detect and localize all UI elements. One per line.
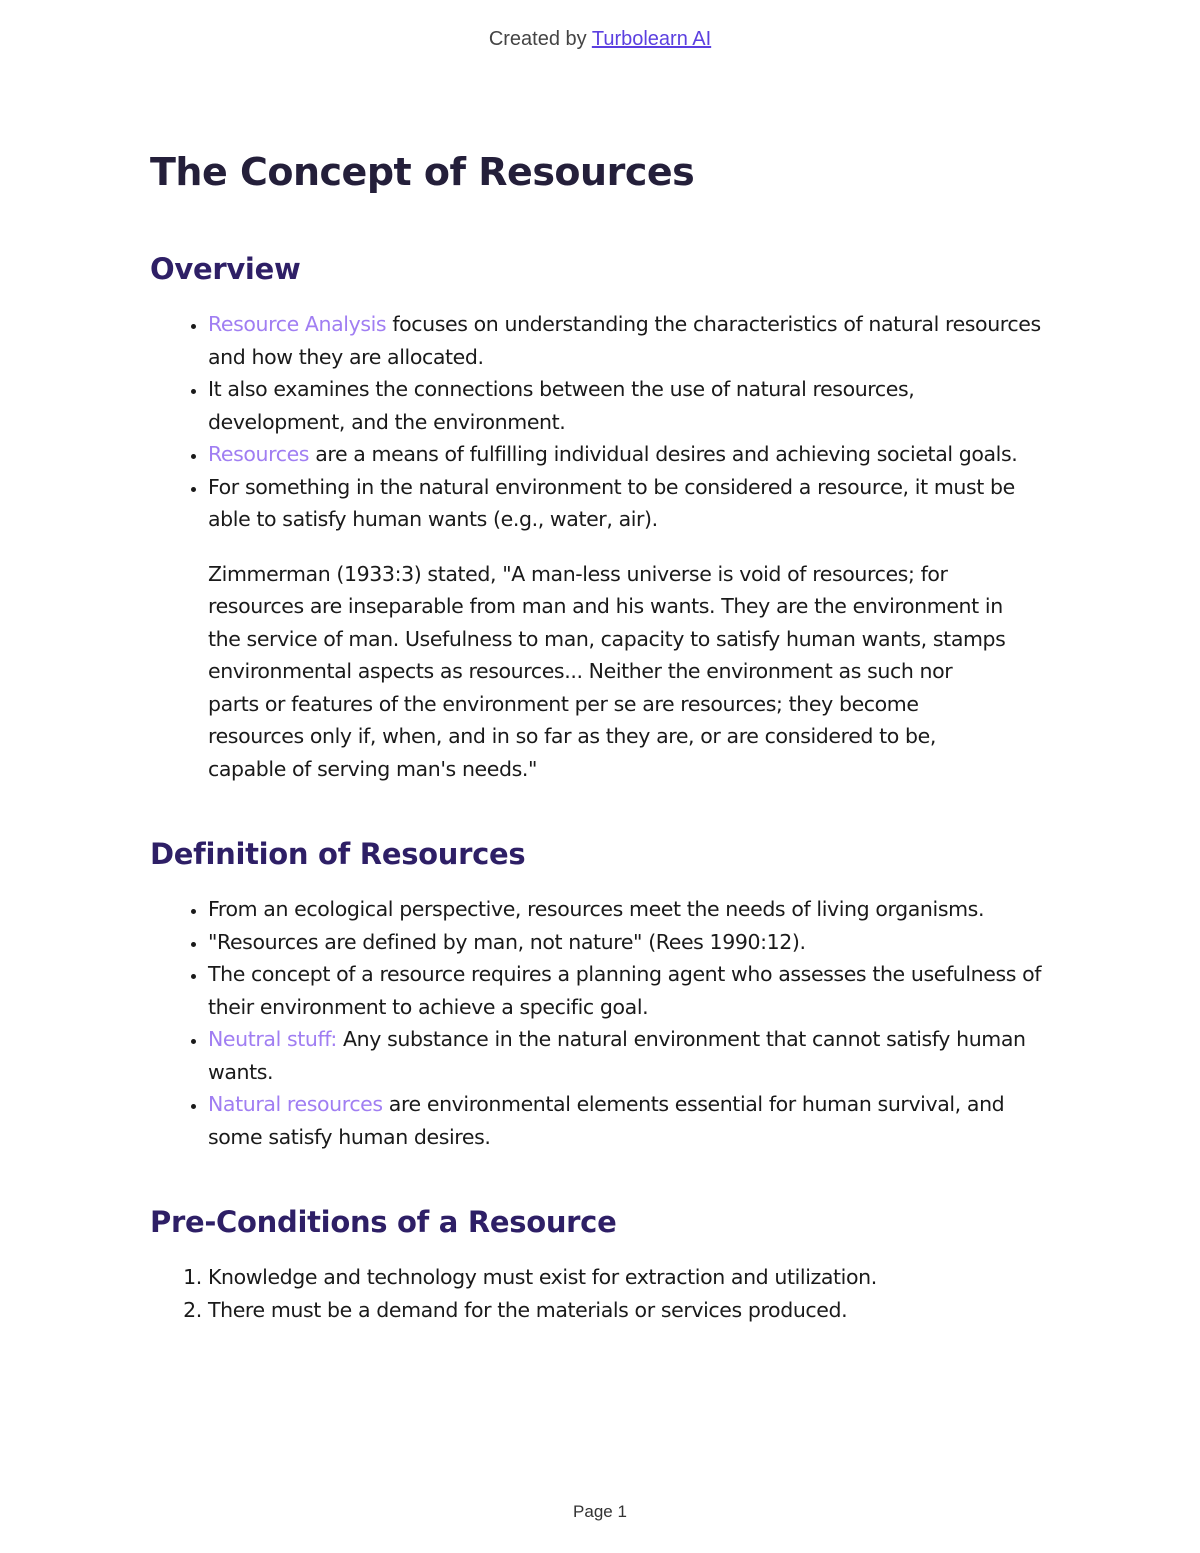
- list-item: 1. Knowledge and technology must exist for extraction and utilization.: [208, 1261, 1050, 1294]
- list-item: [208, 308, 1050, 373]
- zimmerman-quote: Zimmerman (1933:3) stated, "A man-less universe is void of resources; for resources are inseparable from man and his wants. They are the environment in the service of man. Usefulness to man, capacity to satisfy human wants, stamps environmental aspects as resources... Neither the environment as such nor parts or features of the environment per se are resources; they become resources only if, when, and in so far as they are, or are considered to be, capable of serving man's needs.": [208, 561, 1006, 781]
- list-item-text: are a means of fulfilling individual desires and achieving societal goals.: [309, 442, 1018, 466]
- list-item: [208, 926, 1050, 959]
- list-item: [208, 373, 1050, 438]
- list-item-text: From an ecological perspective, resources meet the needs of living organisms.: [208, 897, 985, 921]
- term-resource-analysis: Resource Analysis: [208, 312, 387, 336]
- overview-list: [150, 308, 1050, 536]
- preconditions-heading: Pre-Conditions of a Resource: [150, 1205, 617, 1239]
- page-title: The Concept of Resources: [150, 150, 695, 194]
- page-number: Page 1: [573, 1502, 627, 1521]
- page-header: [0, 28, 1200, 51]
- list-item: [208, 893, 1050, 926]
- definition-heading: Definition of Resources: [150, 837, 526, 871]
- term-neutral-stuff: Neutral stuff:: [208, 1027, 337, 1051]
- list-item-text: Any substance in the natural environment that cannot satisfy human wants.: [208, 1027, 1026, 1084]
- list-item: [208, 438, 1050, 471]
- overview-heading: Overview: [150, 252, 301, 286]
- list-item-text: focuses on understanding the characteristics of natural resources and how they are allocated.: [208, 312, 1041, 369]
- list-item: [208, 958, 1050, 1023]
- list-item: [208, 1088, 1050, 1153]
- preconditions-list: [150, 1261, 1050, 1326]
- list-item-text: The concept of a resource requires a planning agent who assesses the usefulness of their environment to achieve a specific goal.: [208, 962, 1042, 1019]
- list-item-text: It also examines the connections between the use of natural resources, development, and the environment.: [208, 377, 915, 434]
- header-prefix: Created by: [488, 28, 592, 50]
- term-resources: Resources: [208, 442, 310, 466]
- definition-list: [150, 893, 1050, 1153]
- list-item: [208, 471, 1050, 536]
- list-item: [208, 1023, 1050, 1088]
- turbolearn-link[interactable]: Turbolearn AI: [591, 28, 712, 50]
- document-body: [150, 150, 1050, 1326]
- list-item-text: are environmental elements essential for human survival, and some satisfy human desires.: [208, 1092, 1005, 1149]
- list-item: 2. There must be a demand for the materials or services produced.: [208, 1294, 1050, 1327]
- term-natural-resources: Natural resources: [208, 1092, 383, 1116]
- list-item-text: For something in the natural environment to be considered a resource, it must be able to satisfy human wants (e.g., water, air).: [208, 474, 1015, 531]
- list-item-text: "Resources are defined by man, not nature" (Rees 1990:12).: [208, 929, 806, 954]
